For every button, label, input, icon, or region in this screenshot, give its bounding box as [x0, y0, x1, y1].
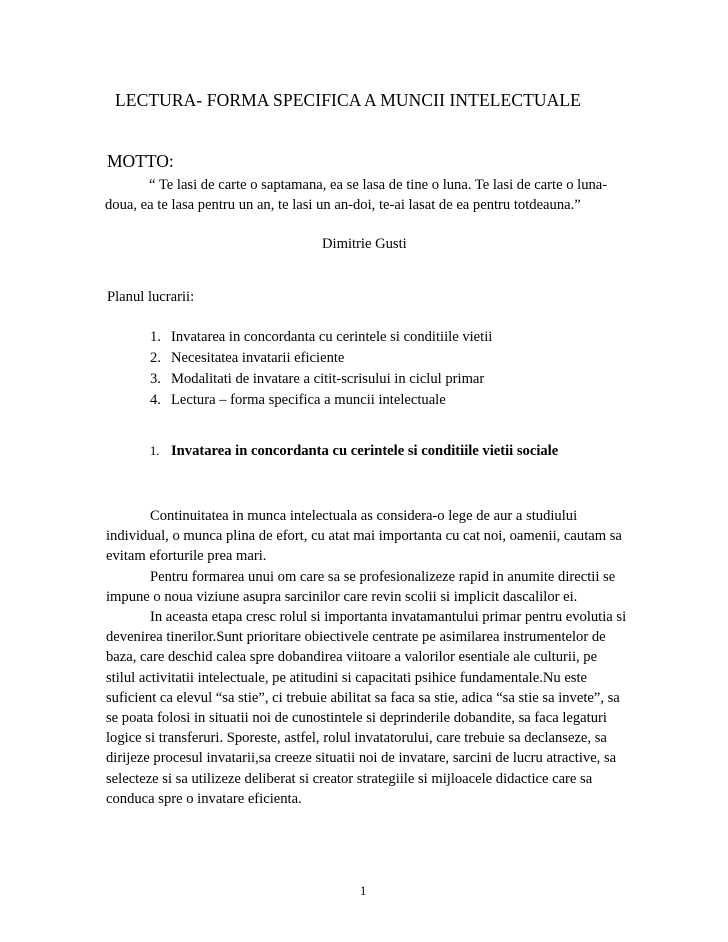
- motto-quote: “ Te lasi de carte o saptamana, ea se lasa de tine o luna. Te lasi de carte o luna-doua, ea te lasa pentru un an, te lasi un an-doi, te-ai lasat de ea pentru totdeauna.”: [105, 177, 608, 213]
- plan-item-number: 2.: [150, 350, 161, 366]
- plan-list: [150, 327, 492, 411]
- motto-label: MOTTO:: [107, 151, 174, 171]
- paragraph: In aceasta etapa cresc rolul si importanta invatamantului primar pentru evolutia si devenirea tinerilor.Sunt prioritare obiectivele centrate pe asimilarea instrumentelor de baza, care deschid calea spre dobandirea viitoare a valorilor esentiale ale culturii, pe stilul activitatii intelectuale, pe atitudini si capacitati psihice fundamentale.Nu este suficient ca elevul “sa stie”, ci trebuie abilitat sa faca sa stie, adica “sa stie sa invete”, sa se poata folosi in situatii noi de cunostintele si deprinderile dobandite, sa faca legaturi logice si transferuri. Sporeste, astfel, rolul invatatorului, care trebuie sa declanseze, sa dirijeze procesul invatarii,sa creeze situatii noi de invatare, sarcini de lucru atractive, sa selecteze si sa utilizeze deliberat si creator strategiile si mijloacele didactice care sa conduca spre o invatare eficienta.: [106, 609, 627, 807]
- plan-item: [150, 390, 492, 411]
- paragraph: Pentru formarea unui om care sa se profesionalizeze rapid in anumite directii se impune o noua viziune asupra sarcinilor care revin scolii si implicit dascalilor ei.: [106, 568, 616, 605]
- section-heading: [150, 443, 558, 460]
- plan-item: [150, 327, 492, 348]
- page-number: 1: [360, 884, 367, 898]
- motto-author: Dimitrie Gusti: [322, 236, 407, 252]
- plan-item-number: 1.: [150, 329, 161, 345]
- plan-item: [150, 348, 492, 369]
- document-title: LECTURA- FORMA SPECIFICA A MUNCII INTELECTUALE: [115, 90, 581, 110]
- body-text: [106, 506, 628, 809]
- plan-item-text: Invatarea in concordanta cu cerintele si conditiile vietii: [171, 329, 493, 345]
- plan-item-text: Necesitatea invatarii eficiente: [171, 350, 345, 366]
- paragraph: Continuitatea in munca intelectuala as considera-o lege de aur a studiului individual, o munca plina de efort, cu atat mai importanta cu cat noi, oamenii, cautam sa evitam eforturile prea mari.: [106, 508, 622, 565]
- plan-item: [150, 369, 492, 390]
- section-title: Invatarea in concordanta cu cerintele si conditiile vietii sociale: [171, 443, 559, 459]
- plan-label: Planul lucrarii:: [107, 289, 195, 305]
- section-number: 1.: [150, 444, 160, 458]
- plan-item-number: 4.: [150, 392, 161, 408]
- plan-item-text: Modalitati de invatare a citit-scrisului in ciclul primar: [171, 371, 485, 387]
- plan-item-number: 3.: [150, 371, 161, 387]
- plan-item-text: Lectura – forma specifica a muncii intelectuale: [171, 392, 446, 408]
